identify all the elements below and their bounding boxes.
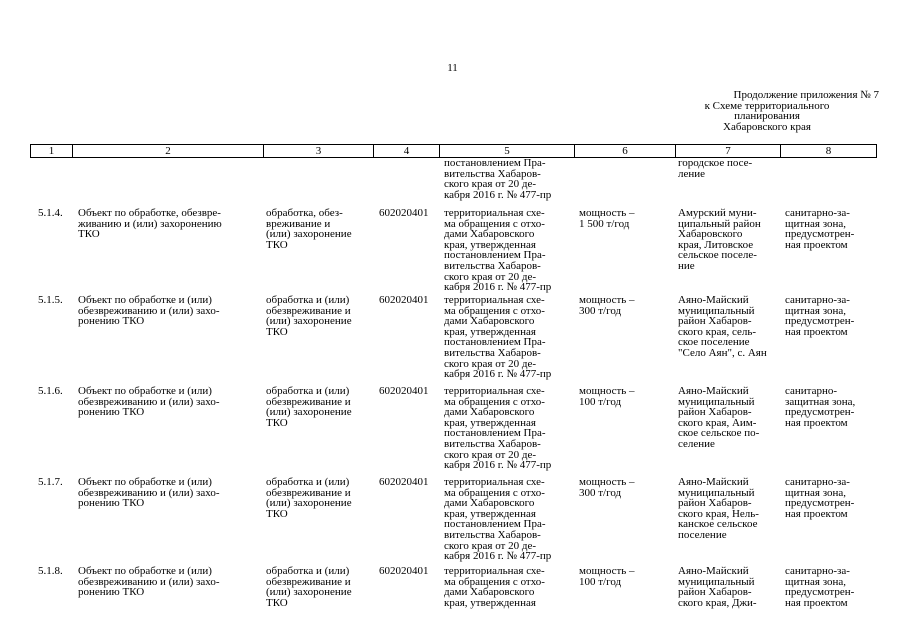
object-purpose-line: обработка, обез- <box>266 207 343 219</box>
object-code-cell <box>379 566 429 577</box>
capacity-cell <box>579 566 635 587</box>
object-name-line: обезвреживанию и (или) захо- <box>78 486 220 499</box>
object-name-line: ронению ТКО <box>78 497 145 510</box>
protection-zone-line: ная проектом <box>785 325 848 338</box>
location-cell <box>678 158 752 179</box>
basis-document-line: ского края от 20 де- <box>444 178 536 191</box>
protection-zone-line: санитарно- <box>785 385 838 397</box>
location-line: ление <box>678 167 706 180</box>
protection-zone-line: предусмотрен- <box>785 228 855 241</box>
basis-document-line: края, утвержденная <box>444 507 536 520</box>
continuation-line: Продолжение приложения № 7 <box>733 89 879 101</box>
location-line: район Хабаров- <box>678 406 752 419</box>
capacity-line: мощность – <box>579 385 635 397</box>
basis-document-line: постановлением Пра- <box>444 427 546 440</box>
location-line: Амурский муни- <box>678 207 757 219</box>
basis-document-line: ского края от 20 де- <box>444 357 536 370</box>
protection-zone-line: защитная зона, <box>785 395 856 408</box>
capacity-line: мощность – <box>579 565 635 577</box>
row-number-cell <box>38 566 63 577</box>
column-header-1: 1 <box>31 145 73 158</box>
protection-zone-cell <box>785 208 854 250</box>
object-purpose-line: обработка и (или) <box>266 565 350 577</box>
protection-zone-line: ная проектом <box>785 596 848 609</box>
protection-zone-line: щитная зона, <box>785 486 847 499</box>
object-code-line: 602020401 <box>379 385 429 397</box>
object-purpose-line: (или) захоронение <box>266 315 352 328</box>
object-purpose-line: обезвреживание и <box>266 575 351 588</box>
row-number-line: 5.1.8. <box>38 565 63 577</box>
column-header-6: 6 <box>575 145 676 158</box>
basis-document-line: ского края от 20 де- <box>444 270 536 283</box>
capacity-line: мощность – <box>579 294 635 306</box>
capacity-line: 300 т/год <box>579 304 622 317</box>
object-name-cell <box>78 208 222 240</box>
location-line: Аяно-Майский <box>678 476 749 488</box>
basis-document-line: ма обращения с отхо- <box>444 486 545 499</box>
capacity-cell <box>579 295 635 316</box>
basis-document-cell <box>444 208 551 293</box>
object-purpose-cell <box>266 295 352 337</box>
basis-document-line: дами Хабаровского <box>444 228 535 241</box>
location-line: ципальный район <box>678 217 761 230</box>
basis-document-line: вительства Хабаров- <box>444 437 541 450</box>
object-purpose-line: (или) захоронение <box>266 497 352 510</box>
basis-document-cell <box>444 386 551 471</box>
object-name-line: Объект по обработке, обезвре- <box>78 207 221 219</box>
object-name-line: Объект по обработке и (или) <box>78 385 212 397</box>
row-number-line: 5.1.7. <box>38 476 63 488</box>
protection-zone-line: санитарно-за- <box>785 207 850 219</box>
object-code-cell <box>379 386 429 397</box>
location-line: район Хабаров- <box>678 586 752 599</box>
object-purpose-line: обработка и (или) <box>266 476 350 488</box>
location-line: Аяно-Майский <box>678 565 749 577</box>
basis-document-line: территориальная схе- <box>444 476 545 488</box>
location-line: Хабаровского <box>678 228 743 241</box>
column-header-8: 8 <box>781 145 877 158</box>
protection-zone-line: щитная зона, <box>785 304 847 317</box>
object-name-cell <box>78 386 220 418</box>
object-purpose-cell <box>266 386 352 428</box>
basis-document-line: края, утвержденная <box>444 238 536 251</box>
basis-document-line: постановлением Пра- <box>444 518 546 531</box>
capacity-line: мощность – <box>579 207 635 219</box>
continuation-header <box>655 90 879 132</box>
protection-zone-cell <box>785 477 854 519</box>
basis-document-line: территориальная схе- <box>444 385 545 397</box>
protection-zone-line: предусмотрен- <box>785 497 855 510</box>
location-line: канское сельское <box>678 518 758 531</box>
basis-document-line: ма обращения с отхо- <box>444 304 545 317</box>
object-purpose-line: обезвреживание и <box>266 486 351 499</box>
basis-document-line: постановлением Пра- <box>444 336 546 349</box>
continuation-line: к Схеме территориального <box>704 99 830 112</box>
object-purpose-cell <box>266 566 352 608</box>
object-purpose-cell <box>266 477 352 519</box>
object-purpose-line: вреживание и <box>266 217 331 230</box>
location-line: ское сельское по- <box>678 427 760 440</box>
location-line: муниципальный <box>678 304 755 317</box>
basis-document-line: края, утвержденная <box>444 596 536 609</box>
capacity-line: мощность – <box>579 476 635 488</box>
object-code-line: 602020401 <box>379 565 429 577</box>
basis-document-line: ского края от 20 де- <box>444 448 536 461</box>
capacity-cell <box>579 477 635 498</box>
object-purpose-line: обработка и (или) <box>266 294 350 306</box>
location-line: поселение <box>678 528 727 541</box>
protection-zone-line: ная проектом <box>785 507 848 520</box>
column-header-5: 5 <box>440 145 575 158</box>
basis-document-line: дами Хабаровского <box>444 586 535 599</box>
object-purpose-line: ТКО <box>266 596 288 609</box>
continuation-line: планирования <box>734 110 800 123</box>
object-code-cell <box>379 477 429 488</box>
location-line: муниципальный <box>678 575 755 588</box>
location-line: края, Литовское <box>678 238 754 251</box>
object-purpose-cell <box>266 208 352 250</box>
location-cell <box>678 566 757 608</box>
column-header-7: 7 <box>676 145 781 158</box>
location-cell <box>678 295 767 359</box>
object-name-line: ронению ТКО <box>78 586 145 599</box>
object-purpose-line: (или) захоронение <box>266 586 352 599</box>
object-purpose-line: обезвреживание и <box>266 395 351 408</box>
column-header-4: 4 <box>374 145 440 158</box>
continuation-line: Хабаровского края <box>723 120 811 133</box>
row-number-line: 5.1.4. <box>38 207 63 219</box>
basis-document-line: постановлением Пра- <box>444 157 546 169</box>
column-header-2: 2 <box>73 145 264 158</box>
page-number: 11 <box>447 62 458 74</box>
basis-document-line: дами Хабаровского <box>444 315 535 328</box>
row-number-line: 5.1.5. <box>38 294 63 306</box>
basis-document-line: кабря 2016 г. № 477-пр <box>444 459 552 472</box>
object-code-line: 602020401 <box>379 294 429 306</box>
location-line: Аяно-Майский <box>678 294 749 306</box>
capacity-line: 100 т/год <box>579 395 622 408</box>
location-line: муниципальный <box>678 486 755 499</box>
basis-document-line: дами Хабаровского <box>444 406 535 419</box>
basis-document-line: вительства Хабаров- <box>444 167 541 180</box>
basis-document-cell <box>444 477 551 562</box>
location-line: сельское поселе- <box>678 249 757 262</box>
location-line: ское поселение <box>678 336 750 349</box>
object-purpose-line: (или) захоронение <box>266 228 352 241</box>
basis-document-line: кабря 2016 г. № 477-пр <box>444 550 552 563</box>
location-line: "Село Аян", с. Аян <box>678 346 767 359</box>
object-purpose-line: обработка и (или) <box>266 385 350 397</box>
object-purpose-line: ТКО <box>266 238 288 251</box>
basis-document-line: края, утвержденная <box>444 416 536 429</box>
object-name-line: ТКО <box>78 228 100 241</box>
object-name-line: живанию и (или) захоронению <box>78 217 222 230</box>
column-number-header <box>30 144 877 158</box>
basis-document-line: кабря 2016 г. № 477-пр <box>444 188 552 201</box>
object-name-cell <box>78 566 220 598</box>
location-line: ского края, Нель- <box>678 507 759 520</box>
row-number-cell <box>38 208 63 219</box>
basis-document-line: ма обращения с отхо- <box>444 217 545 230</box>
capacity-cell <box>579 208 635 229</box>
object-purpose-line: (или) захоронение <box>266 406 352 419</box>
object-code-cell <box>379 208 429 219</box>
row-number-line: 5.1.6. <box>38 385 63 397</box>
basis-document-line: ма обращения с отхо- <box>444 395 545 408</box>
location-line: ского края, Джи- <box>678 596 757 609</box>
basis-document-line: ма обращения с отхо- <box>444 575 545 588</box>
basis-document-line: кабря 2016 г. № 477-пр <box>444 281 552 294</box>
capacity-line: 300 т/год <box>579 486 622 499</box>
location-cell <box>678 208 761 272</box>
object-name-cell <box>78 295 220 327</box>
object-name-cell <box>78 477 220 509</box>
basis-document-line: территориальная схе- <box>444 565 545 577</box>
object-code-line: 602020401 <box>379 207 429 219</box>
basis-document-line: территориальная схе- <box>444 294 545 306</box>
protection-zone-line: щитная зона, <box>785 217 847 230</box>
object-purpose-line: обезвреживание и <box>266 304 351 317</box>
location-line: Аяно-Майский <box>678 385 749 397</box>
row-number-cell <box>38 295 63 306</box>
basis-document-line: вительства Хабаров- <box>444 259 541 272</box>
location-cell <box>678 386 759 450</box>
protection-zone-cell <box>785 386 855 428</box>
basis-document-cell <box>444 566 545 608</box>
object-code-line: 602020401 <box>379 476 429 488</box>
basis-document-line: вительства Хабаров- <box>444 528 541 541</box>
location-line: район Хабаров- <box>678 315 752 328</box>
object-name-line: ронению ТКО <box>78 406 145 419</box>
object-name-line: Объект по обработке и (или) <box>78 565 212 577</box>
object-name-line: Объект по обработке и (или) <box>78 476 212 488</box>
object-purpose-line: ТКО <box>266 325 288 338</box>
location-line: район Хабаров- <box>678 497 752 510</box>
column-header-3: 3 <box>264 145 374 158</box>
protection-zone-line: ная проектом <box>785 416 848 429</box>
object-purpose-line: ТКО <box>266 416 288 429</box>
basis-document-cell <box>444 158 551 200</box>
protection-zone-line: санитарно-за- <box>785 476 850 488</box>
protection-zone-line: предусмотрен- <box>785 315 855 328</box>
basis-document-line: дами Хабаровского <box>444 497 535 510</box>
object-name-line: обезвреживанию и (или) захо- <box>78 575 220 588</box>
protection-zone-line: санитарно-за- <box>785 565 850 577</box>
protection-zone-line: предусмотрен- <box>785 586 855 599</box>
basis-document-line: постановлением Пра- <box>444 249 546 262</box>
object-code-cell <box>379 295 429 306</box>
location-line: муниципальный <box>678 395 755 408</box>
basis-document-cell <box>444 295 551 380</box>
capacity-line: 1 500 т/год <box>579 217 630 230</box>
location-line: ние <box>678 259 695 272</box>
location-line: ского края, сель- <box>678 325 757 338</box>
capacity-line: 100 т/год <box>579 575 622 588</box>
location-line: селение <box>678 437 715 450</box>
location-cell <box>678 477 759 541</box>
location-line: городское посе- <box>678 157 753 169</box>
protection-zone-line: санитарно-за- <box>785 294 850 306</box>
protection-zone-line: предусмотрен- <box>785 406 855 419</box>
basis-document-line: кабря 2016 г. № 477-пр <box>444 368 552 381</box>
protection-zone-cell <box>785 566 854 608</box>
protection-zone-line: щитная зона, <box>785 575 847 588</box>
protection-zone-line: ная проектом <box>785 238 848 251</box>
basis-document-line: ского края от 20 де- <box>444 539 536 552</box>
object-name-line: Объект по обработке и (или) <box>78 294 212 306</box>
object-purpose-line: ТКО <box>266 507 288 520</box>
object-name-line: обезвреживанию и (или) захо- <box>78 304 220 317</box>
object-name-line: ронению ТКО <box>78 315 145 328</box>
capacity-cell <box>579 386 635 407</box>
basis-document-line: края, утвержденная <box>444 325 536 338</box>
protection-zone-cell <box>785 295 854 337</box>
row-number-cell <box>38 477 63 488</box>
row-number-cell <box>38 386 63 397</box>
basis-document-line: территориальная схе- <box>444 207 545 219</box>
object-name-line: обезвреживанию и (или) захо- <box>78 395 220 408</box>
basis-document-line: вительства Хабаров- <box>444 346 541 359</box>
location-line: ского края, Аим- <box>678 416 757 429</box>
